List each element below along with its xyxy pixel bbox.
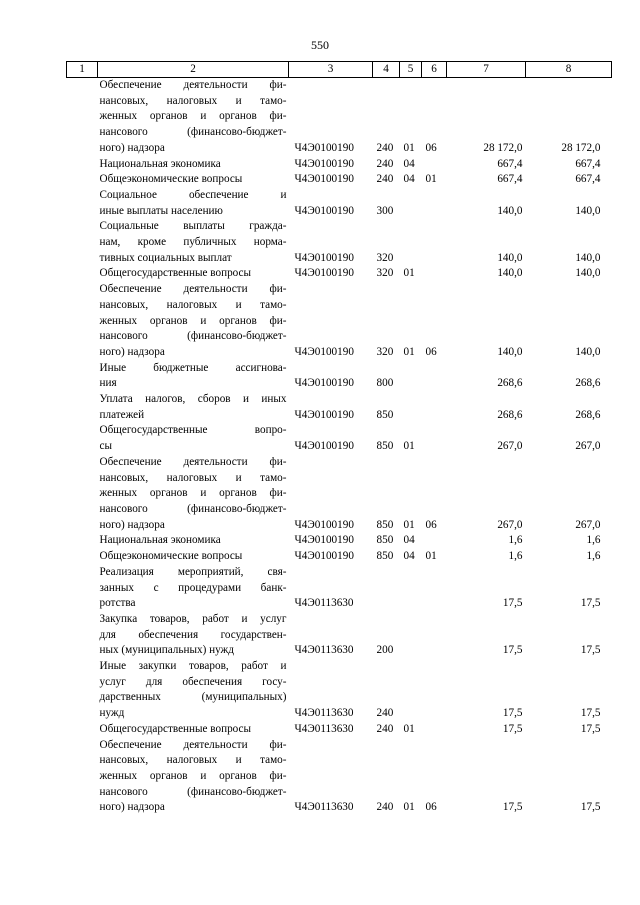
cell-expense-type: 850 [376,550,394,563]
cell-col-1 [67,549,98,565]
item-name-line: нансового (финансово-бюджет- [99,785,287,798]
cell-target-code: Ч4Э0100190 [294,408,354,421]
item-name-line: ного) надзора [99,345,165,358]
item-name-line: Национальная экономика [99,157,221,170]
cell-col-1 [67,188,98,219]
cell-amount-col-8: 17,5 [580,644,601,657]
cell-target-code: Ч4Э0100190 [294,173,354,186]
cell-item-name [98,219,289,266]
cell-subsection [422,722,447,738]
table-row [67,549,612,565]
cell-section [400,565,422,612]
item-name-line: платежей [99,408,145,421]
cell-subsection: 06 [425,518,437,531]
cell-amount-col-8: 267,0 [575,518,601,531]
cell-target-code: Ч4Э0100190 [294,267,354,280]
table-row [67,392,612,423]
item-name-line: Обеспечение деятельности фи- [99,79,287,91]
cell-subsection [422,423,447,454]
item-name-line: ния [99,377,117,390]
cell-section: 01 [403,440,415,453]
cell-section [400,392,422,423]
cell-item-name [98,612,289,659]
item-name-line: Общегосударственные вопро- [99,424,287,437]
item-name-line: Социальные выплаты гражда- [99,220,287,233]
cell-amount-col-7: 17,5 [502,644,523,657]
item-name-line: нансовых, налоговых и тамо- [99,754,287,767]
item-name-line: иные выплаты населению [99,204,223,217]
cell-col-1 [67,157,98,173]
cell-col-1 [67,659,98,722]
cell-item-name [98,565,289,612]
cell-col-1 [67,738,98,817]
cell-amount-col-7: 17,5 [502,707,523,720]
cell-target-code: Ч4Э0100190 [294,518,354,531]
cell-subsection: 01 [425,173,437,186]
table-row [67,423,612,454]
cell-amount-col-8: 17,5 [580,801,601,814]
cell-expense-type [373,565,400,612]
cell-amount-col-8: 268,6 [575,377,601,390]
cell-item-name [98,172,289,188]
cell-item-name [98,549,289,565]
cell-target-code: Ч4Э0100190 [294,377,354,390]
item-name-line: сы [99,440,112,453]
cell-item-name [98,423,289,454]
cell-target-code: Ч4Э0100190 [294,157,354,170]
item-name-line: ротства [99,597,136,610]
cell-amount-col-8: 140,0 [575,267,601,280]
cell-col-1 [67,565,98,612]
header-col-3: 3 [289,62,373,78]
cell-amount-col-7: 1,6 [508,534,523,547]
header-col-4: 4 [373,62,400,78]
table-row [67,565,612,612]
cell-subsection [422,266,447,282]
cell-amount-col-8: 1,6 [586,534,601,547]
item-name-line: ного) надзора [99,141,165,154]
table-row [67,282,612,361]
cell-amount-col-8: 140,0 [575,251,601,264]
cell-expense-type: 850 [376,518,394,531]
cell-subsection [422,659,447,722]
table-row [67,738,612,817]
cell-col-1 [67,219,98,266]
item-name-line: ного) надзора [99,518,165,531]
cell-amount-col-8: 667,4 [575,173,601,186]
table-row [67,612,612,659]
cell-target-code: Ч4Э0100190 [294,251,354,264]
item-name-line: женных органов и органов фи- [99,769,287,782]
header-col-5: 5 [400,62,422,78]
cell-subsection [422,219,447,266]
cell-amount-col-7: 667,4 [497,157,523,170]
cell-col-1 [67,722,98,738]
cell-subsection [422,157,447,173]
cell-expense-type: 320 [376,267,394,280]
cell-section [400,188,422,219]
cell-section: 01 [403,141,415,154]
cell-section: 04 [403,157,415,170]
item-name-line: Общегосударственные вопросы [99,722,252,735]
cell-section [400,219,422,266]
cell-expense-type: 240 [376,707,394,720]
item-name-line: дарственных (муниципальных) [99,691,287,704]
cell-expense-type: 200 [376,644,394,657]
cell-amount-col-7: 140,0 [497,251,523,264]
cell-col-1 [67,455,98,534]
item-name-line: Реализация мероприятий, свя- [99,565,287,578]
cell-amount-col-7: 28 172,0 [483,141,523,154]
cell-subsection: 01 [425,550,437,563]
cell-item-name [98,455,289,534]
cell-expense-type: 320 [376,345,394,358]
table-row [67,266,612,282]
item-name-line: для обеспечения государствен- [99,628,287,641]
cell-subsection: 06 [425,801,437,814]
budget-table [66,61,612,816]
table-body [67,78,612,817]
cell-col-1 [67,78,98,157]
item-name-line: ных (муниципальных) нужд [99,644,234,657]
table-row [67,78,612,157]
cell-item-name [98,282,289,361]
cell-col-1 [67,266,98,282]
cell-expense-type: 300 [376,204,394,217]
item-name-line: женных органов и органов фи- [99,487,287,500]
item-name-line: нансовых, налоговых и тамо- [99,471,287,484]
cell-target-code: Ч4Э0113630 [294,597,354,610]
cell-col-1 [67,612,98,659]
cell-item-name [98,392,289,423]
cell-section [400,612,422,659]
cell-amount-col-8: 140,0 [575,204,601,217]
cell-expense-type: 240 [376,722,394,735]
cell-section: 01 [403,345,415,358]
item-name-line: женных органов и органов фи- [99,314,287,327]
item-name-line: Общеэкономические вопросы [99,173,243,186]
cell-amount-col-8: 1,6 [586,550,601,563]
cell-target-code: Ч4Э0100190 [294,141,354,154]
cell-target-code: Ч4Э0113630 [294,801,354,814]
cell-expense-type: 240 [376,801,394,814]
cell-expense-type: 800 [376,377,394,390]
cell-section: 04 [403,550,415,563]
table-row [67,659,612,722]
item-name-line: Общеэкономические вопросы [99,550,243,563]
cell-target-code: Ч4Э0100190 [294,204,354,217]
cell-item-name [98,266,289,282]
header-col-8: 8 [526,62,612,78]
cell-target-code: Ч4Э0113630 [294,722,354,735]
table-row [67,172,612,188]
header-col-6: 6 [422,62,447,78]
cell-section: 01 [403,518,415,531]
table-row [67,188,612,219]
cell-col-1 [67,282,98,361]
header-col-2: 2 [98,62,289,78]
cell-item-name [98,157,289,173]
item-name-line: Закупка товаров, работ и услуг [99,612,287,625]
cell-section: 04 [403,173,415,186]
item-name-line: нансового (финансово-бюджет- [99,502,287,515]
cell-col-1 [67,533,98,549]
cell-target-code: Ч4Э0100190 [294,345,354,358]
table-row [67,219,612,266]
cell-item-name [98,188,289,219]
table-row [67,722,612,738]
header-row [67,62,612,78]
cell-subsection [422,188,447,219]
item-name-line: женных органов и органов фи- [99,110,287,123]
item-name-line: нансовых, налоговых и тамо- [99,94,287,107]
cell-item-name [98,533,289,549]
item-name-line: нансового (финансово-бюджет- [99,126,287,139]
cell-amount-col-7: 17,5 [502,722,523,735]
cell-section: 01 [403,722,415,735]
header-col-1: 1 [67,62,98,78]
cell-expense-type: 240 [376,157,394,170]
item-name-line: услуг для обеспечения госу- [99,675,287,688]
page-number: 550 [311,38,329,52]
item-name-line: нансовых, налоговых и тамо- [99,298,287,311]
cell-subsection: 06 [425,141,437,154]
cell-amount-col-8: 17,5 [580,597,601,610]
cell-target-code: Ч4Э0113630 [294,707,354,720]
item-name-line: Обеспечение деятельности фи- [99,738,287,751]
cell-amount-col-7: 17,5 [502,597,523,610]
table-row [67,455,612,534]
cell-amount-col-7: 140,0 [497,267,523,280]
item-name-line: нансового (финансово-бюджет- [99,330,287,343]
item-name-line: Национальная экономика [99,534,221,547]
item-name-line: Уплата налогов, сборов и иных [99,393,287,406]
cell-expense-type: 850 [376,440,394,453]
cell-amount-col-8: 667,4 [575,157,601,170]
cell-amount-col-7: 667,4 [497,173,523,186]
cell-target-code: Ч4Э0100190 [294,440,354,453]
table-row [67,533,612,549]
cell-amount-col-7: 268,6 [497,408,523,421]
item-name-line: Общегосударственные вопросы [99,267,252,280]
item-name-line: нужд [99,707,125,720]
cell-amount-col-7: 267,0 [497,518,523,531]
item-name-line: нам, кроме публичных норма- [99,236,287,249]
cell-target-code: Ч4Э0100190 [294,550,354,563]
cell-amount-col-7: 17,5 [502,801,523,814]
item-name-line: Обеспечение деятельности фи- [99,283,287,296]
table-header [67,62,612,78]
cell-section: 01 [403,801,415,814]
cell-expense-type: 850 [376,534,394,547]
cell-col-1 [67,361,98,392]
item-name-line: Иные закупки товаров, работ и [99,660,287,673]
cell-expense-type: 240 [376,173,394,186]
item-name-line: Социальное обеспечение и [99,188,287,201]
cell-amount-col-8: 268,6 [575,408,601,421]
cell-subsection: 06 [425,345,437,358]
cell-subsection [422,392,447,423]
header-col-7: 7 [447,62,526,78]
cell-col-1 [67,172,98,188]
cell-target-code: Ч4Э0100190 [294,534,354,547]
cell-amount-col-8: 17,5 [580,707,601,720]
cell-amount-col-7: 140,0 [497,345,523,358]
cell-amount-col-7: 1,6 [508,550,523,563]
item-name-line: занных с процедурами банк- [99,581,287,594]
cell-item-name [98,659,289,722]
cell-amount-col-7: 267,0 [497,440,523,453]
cell-section [400,361,422,392]
cell-col-1 [67,392,98,423]
cell-expense-type: 320 [376,251,394,264]
item-name-line: ного) надзора [99,801,165,814]
table-row [67,157,612,173]
cell-amount-col-7: 268,6 [497,377,523,390]
cell-amount-col-8: 267,0 [575,440,601,453]
cell-section: 01 [403,267,415,280]
cell-section [400,659,422,722]
cell-subsection [422,533,447,549]
cell-subsection [422,612,447,659]
cell-amount-col-8: 28 172,0 [561,141,601,154]
cell-expense-type: 240 [376,141,394,154]
cell-target-code: Ч4Э0113630 [294,644,354,657]
item-name-line: Обеспечение деятельности фи- [99,455,287,468]
cell-subsection [422,565,447,612]
cell-subsection [422,361,447,392]
cell-amount-col-8: 17,5 [580,722,601,735]
cell-amount-col-8: 140,0 [575,345,601,358]
cell-item-name [98,361,289,392]
item-name-line: тивных социальных выплат [99,251,232,264]
item-name-line: Иные бюджетные ассигнова- [99,361,287,374]
cell-item-name [98,738,289,817]
table-row [67,361,612,392]
cell-item-name [98,722,289,738]
cell-section: 04 [403,534,415,547]
cell-amount-col-7: 140,0 [497,204,523,217]
cell-expense-type: 850 [376,408,394,421]
cell-col-1 [67,423,98,454]
cell-item-name [98,78,289,157]
